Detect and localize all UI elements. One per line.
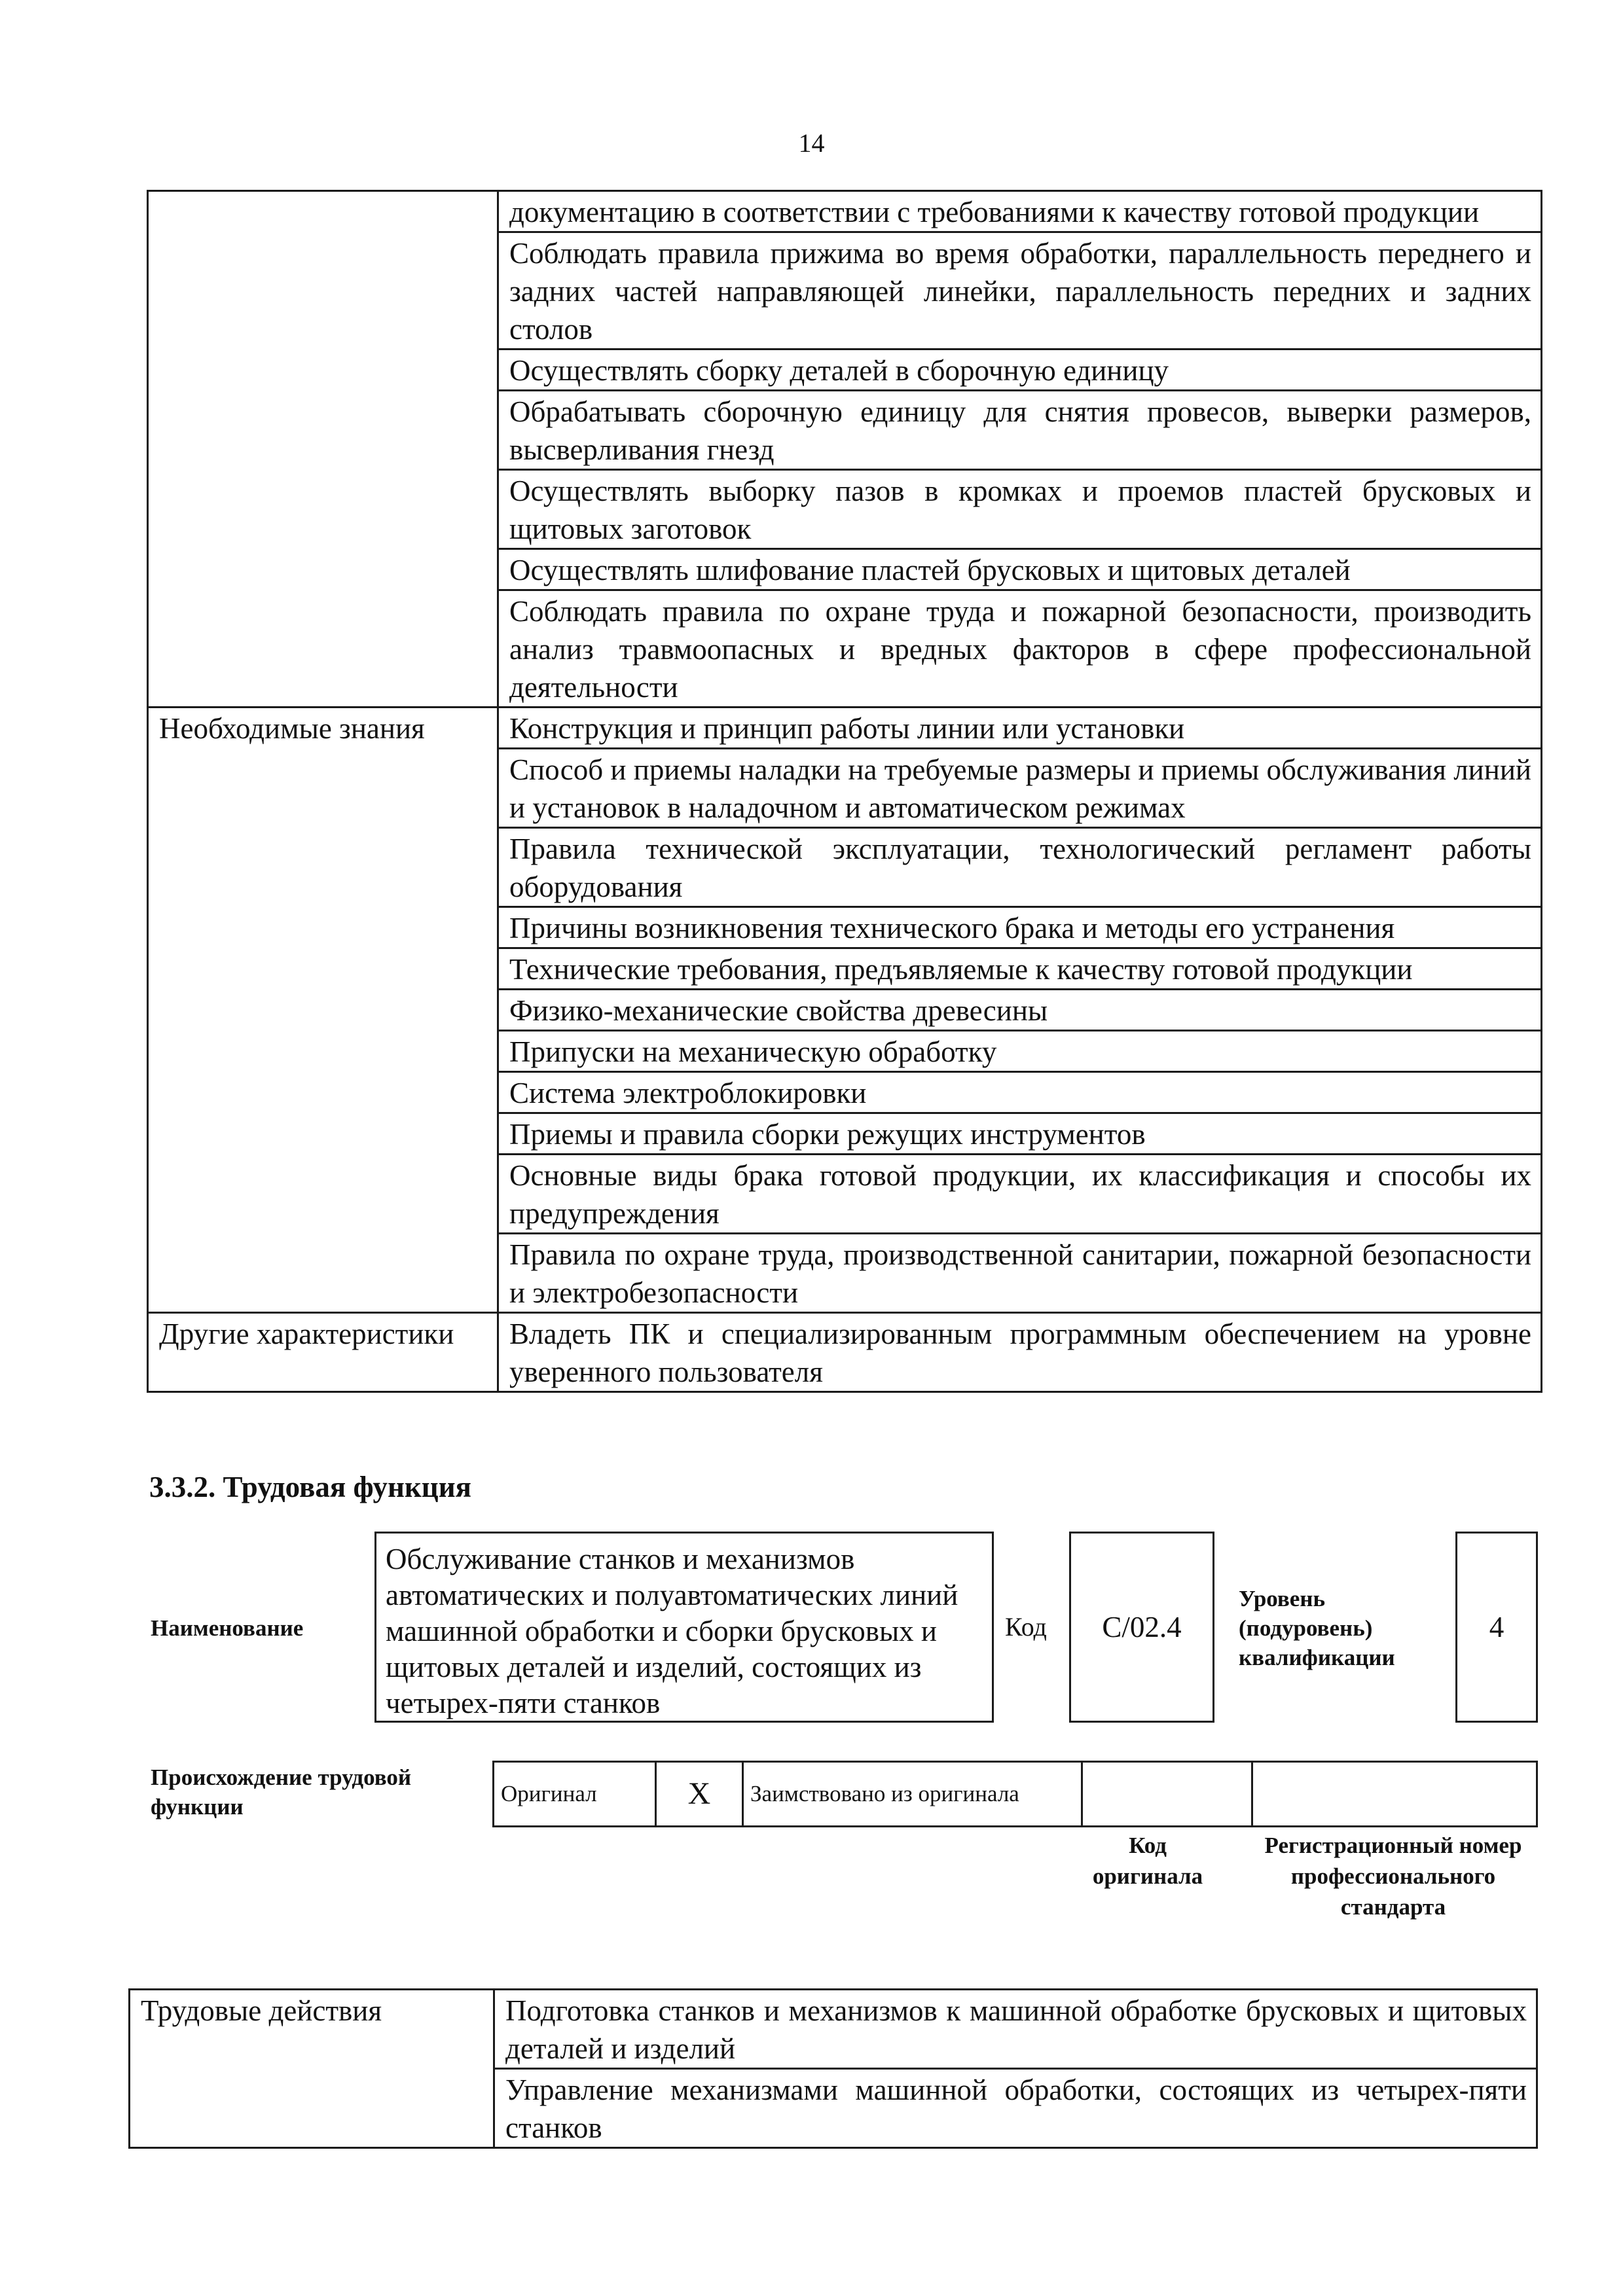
function-name-box (374, 1532, 994, 1723)
name-label: Наименование (151, 1615, 304, 1641)
actions-table (128, 1988, 1538, 2149)
reg-number-caption: Регистрационный номер профессионального стандарта (1264, 1833, 1522, 1920)
level-box (1455, 1532, 1538, 1723)
knowledge-item: Правила по охране труда, производственной санитарии, пожарной безопасности и электробезопасности (498, 1234, 1542, 1313)
skill-item: Осуществлять выборку пазов в кромках и проемов пластей брусковых и щитовых заготовок (498, 470, 1542, 549)
knowledge-item: Технические требования, предъявляемые к качеству готовой продукции (498, 948, 1542, 990)
actions-label: Трудовые действия (130, 1990, 494, 2148)
table-row (130, 1990, 1537, 2069)
knowledge-item: Способ и приемы наладки на требуемые размеры и приемы обслуживания линий и установок в наладочном и автоматическом режимах (498, 749, 1542, 828)
code-value: С/02.4 (1102, 1611, 1182, 1643)
skill-item: Соблюдать правила по охране труда и пожарной безопасности, производить анализ травмоопасных и вредных факторов в сфере профессиональной деятельности (498, 590, 1542, 708)
knowledge-item: Припуски на механическую обработку (498, 1031, 1542, 1072)
skill-item: Обрабатывать сборочную единицу для снятия провесов, выверки размеров, высверливания гнезд (498, 391, 1542, 470)
skill-item: Соблюдать правила прижима во время обработки, параллельность переднего и задних частей направляющей линейки, параллельность передних и задних столов (498, 232, 1542, 350)
level-value: 4 (1489, 1611, 1504, 1643)
skills-label-cell (148, 191, 498, 708)
original-mark: X (656, 1762, 743, 1827)
action-item: Управление механизмами машинной обработки, состоящих из четырех-пяти станков (494, 2069, 1537, 2148)
skill-item: Осуществлять шлифование пластей брусковых и щитовых деталей (498, 549, 1542, 590)
skills-table (147, 190, 1542, 1393)
other-label: Другие характеристики (148, 1313, 498, 1392)
level-label: Уровень (подуровень) квалификации (1239, 1586, 1395, 1670)
origin-table (492, 1761, 1538, 1827)
original-code-caption: Код оригинала (1092, 1833, 1203, 1889)
skill-item: документацию в соответствии с требованиями к качеству готовой продукции (498, 191, 1542, 232)
table-row (148, 191, 1542, 232)
other-item: Владеть ПК и специализированным программным обеспечением на уровне уверенного пользователя (498, 1313, 1542, 1392)
action-item: Подготовка станков и механизмов к машинной обработке брусковых и щитовых деталей и изделий (494, 1990, 1537, 2069)
knowledge-item: Причины возникновения технического брака и методы его устранения (498, 907, 1542, 948)
function-heading: 3.3.2. Трудовая функция (149, 1471, 472, 1503)
knowledge-item: Приемы и правила сборки режущих инструментов (498, 1113, 1542, 1155)
reg-number-cell (1252, 1762, 1537, 1827)
function-name-value: Обслуживание станков и механизмов автоматических и полуавтоматических линий машинной обработки и сборки брусковых и щитовых деталей и изделий, состоящих из четырех-пяти станков (386, 1543, 958, 1719)
origin-label: Происхождение трудовой функции (151, 1765, 412, 1820)
knowledge-item: Система электроблокировки (498, 1072, 1542, 1113)
borrowed-label: Заимствовано из оригинала (743, 1762, 1082, 1827)
knowledge-item: Правила технической эксплуатации, технологический регламент работы оборудования (498, 828, 1542, 907)
original-label: Оригинал (494, 1762, 656, 1827)
original-code-cell (1082, 1762, 1252, 1827)
code-box (1069, 1532, 1214, 1723)
knowledge-item: Физико-механические свойства древесины (498, 990, 1542, 1031)
table-row (148, 708, 1542, 749)
page-number: 14 (798, 128, 825, 158)
skill-item: Осуществлять сборку деталей в сборочную единицу (498, 350, 1542, 391)
table-row (148, 1313, 1542, 1392)
knowledge-item: Конструкция и принцип работы линии или установки (498, 708, 1542, 749)
code-label: Код (1005, 1612, 1047, 1641)
knowledge-label: Необходимые знания (148, 708, 498, 1313)
knowledge-item: Основные виды брака готовой продукции, их классификация и способы их предупреждения (498, 1155, 1542, 1234)
